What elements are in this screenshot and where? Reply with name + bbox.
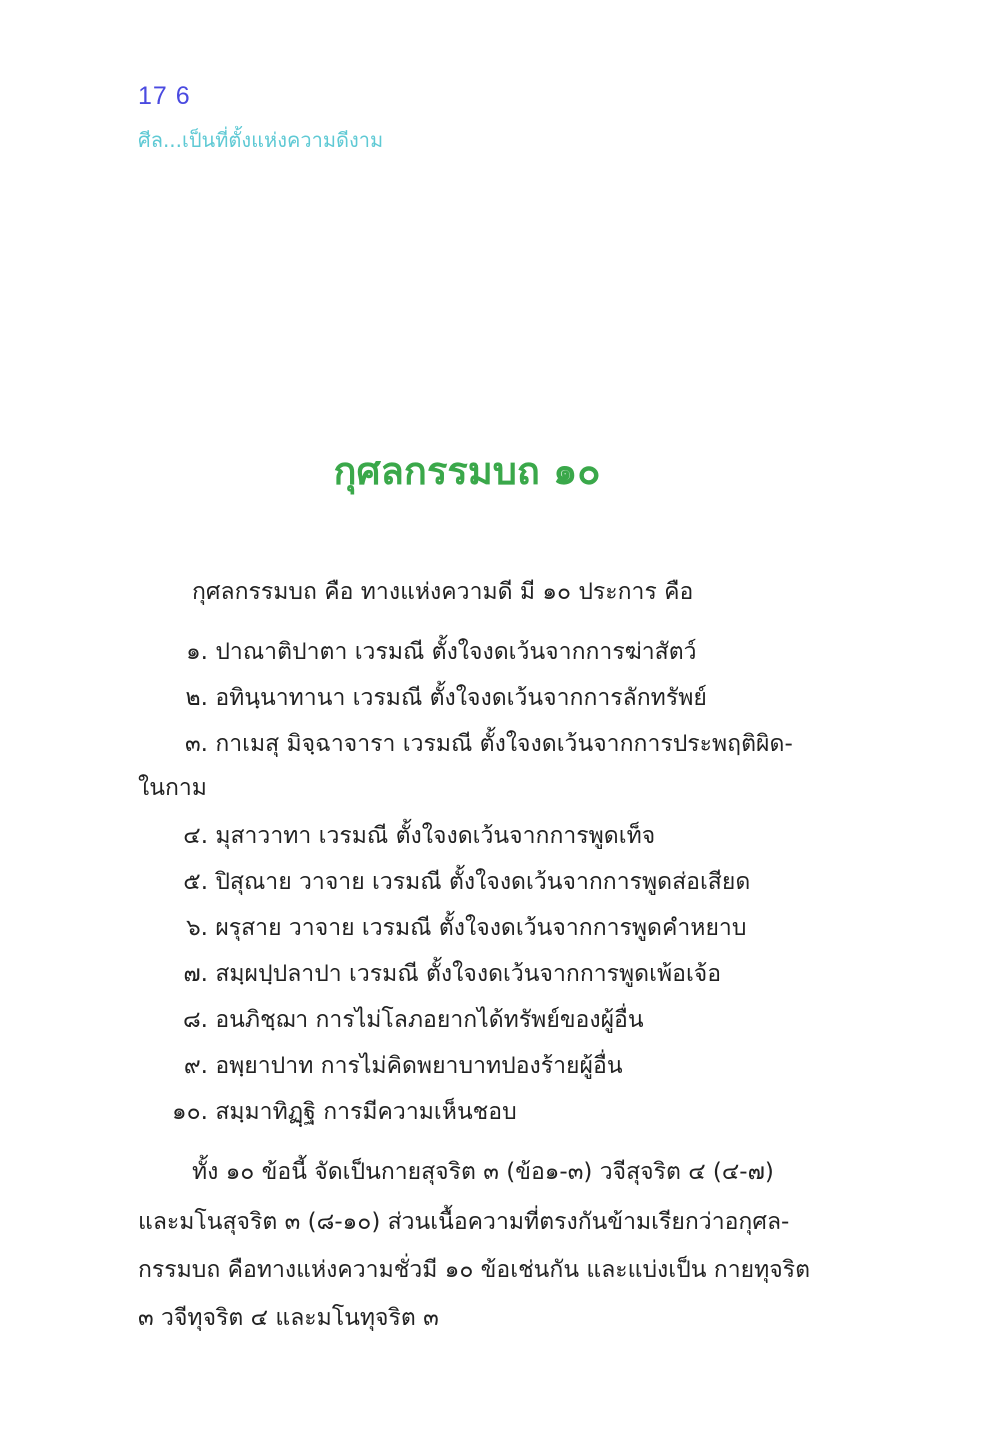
list-item-number: ๒. [185,685,208,711]
list-item [150,1051,623,1081]
list-item [150,1005,644,1035]
list-item-text: ผรุสาย วาจาย เวรมณี ตั้งใจงดเว้นจากการพูดคำหยาบ [215,915,747,941]
list-item [150,729,793,759]
list-item-text: สมฺมาทิฏฺฐิ การมีความเห็นชอบ [215,1099,517,1125]
list-item [150,683,707,713]
list-item-text: สมฺผปฺปลาปา เวรมณี ตั้งใจงดเว้นจากการพูดเพ้อเจ้อ [215,961,722,987]
list-item-number: ๙. [183,1053,208,1079]
list-item-number: ๕. [183,869,208,895]
list-item-number: ๓. [184,731,208,757]
list-item [150,959,721,989]
chapter-title: กุศลกรรมบถ ๑๐ [333,449,601,493]
list-item-number: ๖. [186,915,208,941]
list-item-text: มุสาวาทา เวรมณี ตั้งใจงดเว้นจากการพูดเท็จ [215,823,656,849]
list-item-number: ๔. [183,823,208,849]
list-item-number: ๑. [186,639,208,665]
list-item-number: ๑๐. [172,1099,208,1125]
list-item-text: ปาณาติปาตา เวรมณี ตั้งใจงดเว้นจากการฆ่าสัตว์ [215,639,697,665]
list-item-continuation: ในกาม [138,775,207,801]
list-item-text: ปิสุณาย วาจาย เวรมณี ตั้งใจงดเว้นจากการพูดส่อเสียด [215,869,751,895]
intro-paragraph: กุศลกรรมบถ คือ ทางแห่งความดี มี ๑๐ ประการ คือ [192,579,694,605]
list-item [150,821,655,851]
list-item-text: อพฺยาปาท การไม่คิดพยาบาทปองร้ายผู้อื่น [215,1053,623,1079]
closing-paragraph-line: ทั้ง ๑๐ ข้อนี้ จัดเป็นกายสุจริต ๓ (ข้อ๑-๓) วจีสุจริต ๔ (๔-๗) [192,1159,774,1185]
list-item-number: ๘. [182,1007,208,1033]
list-item [150,637,697,667]
list-item [150,913,746,943]
list-item [150,867,750,897]
list-item-text: อนภิชฺฌา การไม่โลภอยากได้ทรัพย์ของผู้อื่น [215,1007,644,1033]
page-number: 17 6 [138,82,191,110]
list-item-text: อทินฺนาทานา เวรมณี ตั้งใจงดเว้นจากการลักทรัพย์ [215,685,707,711]
running-header: ศีล...เป็นที่ตั้งแห่งความดีงาม [138,128,384,152]
closing-paragraph-line: และมโนสุจริต ๓ (๘-๑๐) ส่วนเนื้อความที่ตรงกันข้ามเรียกว่าอกุศล- [138,1209,790,1235]
list-item-text: กาเมสุ มิจฺฉาจารา เวรมณี ตั้งใจงดเว้นจากการประพฤติผิด- [215,731,793,757]
closing-paragraph-line: ๓ วจีทุจริต ๔ และมโนทุจริต ๓ [138,1305,439,1331]
list-item [150,1097,517,1127]
closing-paragraph-line: กรรมบถ คือทางแห่งความชั่วมี ๑๐ ข้อเช่นกัน และแบ่งเป็น กายทุจริต [138,1257,811,1283]
list-item-number: ๗. [183,961,208,987]
